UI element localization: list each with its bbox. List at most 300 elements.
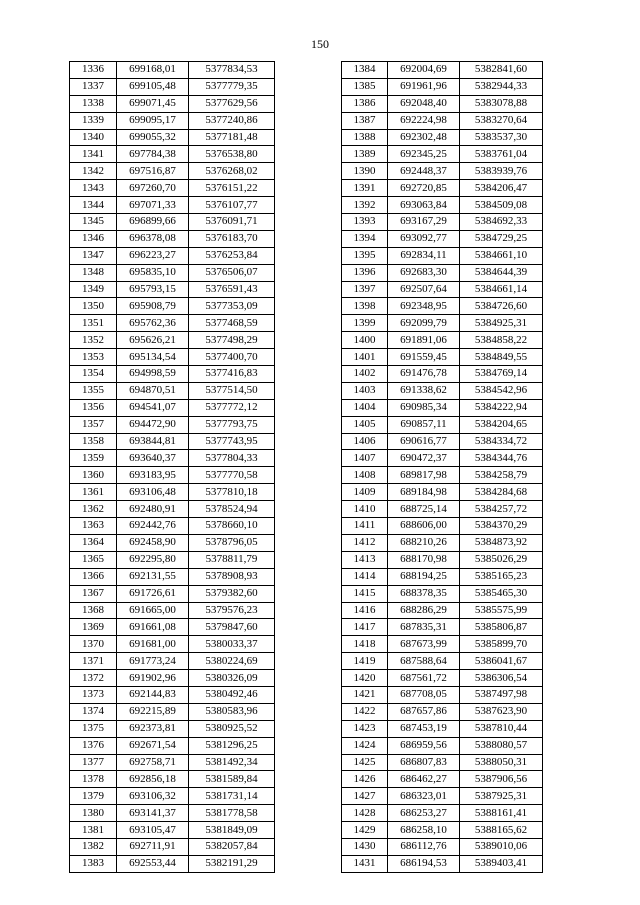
point-number-cell: 1371 — [70, 653, 117, 670]
table-row — [70, 180, 275, 197]
point-number-cell: 1367 — [70, 585, 117, 602]
table-row — [342, 366, 543, 383]
table-row — [342, 703, 543, 720]
x-coordinate-cell: 699105,48 — [117, 78, 189, 95]
table-row — [342, 737, 543, 754]
y-coordinate-cell: 5377353,09 — [189, 298, 275, 315]
y-coordinate-cell: 5376151,22 — [189, 180, 275, 197]
point-number-cell: 1399 — [342, 315, 388, 332]
point-number-cell: 1360 — [70, 467, 117, 484]
table-row — [342, 382, 543, 399]
y-coordinate-cell: 5380033,37 — [189, 636, 275, 653]
table-row — [70, 534, 275, 551]
y-coordinate-cell: 5384644,39 — [460, 264, 543, 281]
point-number-cell: 1427 — [342, 788, 388, 805]
coordinates-table-right — [341, 61, 543, 873]
x-coordinate-cell: 693106,48 — [117, 484, 189, 501]
y-coordinate-cell: 5377498,29 — [189, 332, 275, 349]
y-coordinate-cell: 5380925,52 — [189, 720, 275, 737]
table-row — [342, 247, 543, 264]
point-number-cell: 1412 — [342, 534, 388, 551]
point-number-cell: 1364 — [70, 534, 117, 551]
x-coordinate-cell: 695626,21 — [117, 332, 189, 349]
point-number-cell: 1408 — [342, 467, 388, 484]
point-number-cell: 1406 — [342, 433, 388, 450]
y-coordinate-cell: 5377804,33 — [189, 450, 275, 467]
y-coordinate-cell: 5385465,30 — [460, 585, 543, 602]
table-row — [70, 568, 275, 585]
table-row — [70, 636, 275, 653]
point-number-cell: 1374 — [70, 703, 117, 720]
y-coordinate-cell: 5387810,44 — [460, 720, 543, 737]
table-row — [342, 62, 543, 79]
table-row — [70, 382, 275, 399]
x-coordinate-cell: 691476,78 — [388, 366, 460, 383]
table-row — [70, 214, 275, 231]
y-coordinate-cell: 5380224,69 — [189, 653, 275, 670]
y-coordinate-cell: 5384769,14 — [460, 366, 543, 383]
x-coordinate-cell: 693844,81 — [117, 433, 189, 450]
table-row — [342, 146, 543, 163]
y-coordinate-cell: 5377779,35 — [189, 78, 275, 95]
point-number-cell: 1376 — [70, 737, 117, 754]
x-coordinate-cell: 696223,27 — [117, 247, 189, 264]
table-row — [342, 568, 543, 585]
x-coordinate-cell: 688170,98 — [388, 551, 460, 568]
x-coordinate-cell: 692711,91 — [117, 838, 189, 855]
y-coordinate-cell: 5387906,56 — [460, 771, 543, 788]
x-coordinate-cell: 692004,69 — [388, 62, 460, 79]
y-coordinate-cell: 5381778,58 — [189, 805, 275, 822]
x-coordinate-cell: 692458,90 — [117, 534, 189, 551]
y-coordinate-cell: 5383761,04 — [460, 146, 543, 163]
point-number-cell: 1430 — [342, 838, 388, 855]
y-coordinate-cell: 5382057,84 — [189, 838, 275, 855]
point-number-cell: 1341 — [70, 146, 117, 163]
y-coordinate-cell: 5383537,30 — [460, 129, 543, 146]
x-coordinate-cell: 691338,62 — [388, 382, 460, 399]
y-coordinate-cell: 5376183,70 — [189, 230, 275, 247]
point-number-cell: 1349 — [70, 281, 117, 298]
y-coordinate-cell: 5384509,08 — [460, 197, 543, 214]
x-coordinate-cell: 691559,45 — [388, 349, 460, 366]
x-coordinate-cell: 690472,37 — [388, 450, 460, 467]
y-coordinate-cell: 5378524,94 — [189, 501, 275, 518]
coordinates-table-left — [69, 61, 275, 873]
table-row — [342, 754, 543, 771]
point-number-cell: 1361 — [70, 484, 117, 501]
point-number-cell: 1345 — [70, 214, 117, 231]
x-coordinate-cell: 686258,10 — [388, 822, 460, 839]
point-number-cell: 1410 — [342, 501, 388, 518]
point-number-cell: 1424 — [342, 737, 388, 754]
y-coordinate-cell: 5384344,76 — [460, 450, 543, 467]
table-row — [342, 230, 543, 247]
point-number-cell: 1368 — [70, 602, 117, 619]
x-coordinate-cell: 691681,00 — [117, 636, 189, 653]
x-coordinate-cell: 691726,61 — [117, 585, 189, 602]
y-coordinate-cell: 5376107,77 — [189, 197, 275, 214]
x-coordinate-cell: 695908,79 — [117, 298, 189, 315]
table-row — [70, 281, 275, 298]
point-number-cell: 1394 — [342, 230, 388, 247]
point-number-cell: 1417 — [342, 619, 388, 636]
y-coordinate-cell: 5384204,65 — [460, 416, 543, 433]
table-row — [342, 788, 543, 805]
point-number-cell: 1402 — [342, 366, 388, 383]
x-coordinate-cell: 694870,51 — [117, 382, 189, 399]
point-number-cell: 1413 — [342, 551, 388, 568]
y-coordinate-cell: 5382841,60 — [460, 62, 543, 79]
point-number-cell: 1383 — [70, 855, 117, 872]
table-row — [70, 146, 275, 163]
point-number-cell: 1381 — [70, 822, 117, 839]
x-coordinate-cell: 692131,55 — [117, 568, 189, 585]
y-coordinate-cell: 5381849,09 — [189, 822, 275, 839]
y-coordinate-cell: 5382944,33 — [460, 78, 543, 95]
table-row — [70, 450, 275, 467]
y-coordinate-cell: 5385026,29 — [460, 551, 543, 568]
table-row — [70, 703, 275, 720]
point-number-cell: 1392 — [342, 197, 388, 214]
x-coordinate-cell: 696899,66 — [117, 214, 189, 231]
x-coordinate-cell: 687673,99 — [388, 636, 460, 653]
y-coordinate-cell: 5384222,94 — [460, 399, 543, 416]
point-number-cell: 1421 — [342, 686, 388, 703]
point-number-cell: 1350 — [70, 298, 117, 315]
y-coordinate-cell: 5379382,60 — [189, 585, 275, 602]
table-row — [342, 653, 543, 670]
point-number-cell: 1352 — [70, 332, 117, 349]
x-coordinate-cell: 695793,15 — [117, 281, 189, 298]
y-coordinate-cell: 5386041,67 — [460, 653, 543, 670]
table-row — [342, 585, 543, 602]
point-number-cell: 1389 — [342, 146, 388, 163]
point-number-cell: 1423 — [342, 720, 388, 737]
table-row — [342, 399, 543, 416]
table-row — [70, 332, 275, 349]
x-coordinate-cell: 694472,90 — [117, 416, 189, 433]
table-row — [342, 78, 543, 95]
y-coordinate-cell: 5384849,55 — [460, 349, 543, 366]
x-coordinate-cell: 697516,87 — [117, 163, 189, 180]
y-coordinate-cell: 5377810,18 — [189, 484, 275, 501]
table-row — [342, 163, 543, 180]
x-coordinate-cell: 692758,71 — [117, 754, 189, 771]
y-coordinate-cell: 5377240,86 — [189, 112, 275, 129]
point-number-cell: 1415 — [342, 585, 388, 602]
x-coordinate-cell: 697784,38 — [117, 146, 189, 163]
x-coordinate-cell: 690985,34 — [388, 399, 460, 416]
table-row — [70, 788, 275, 805]
table-row — [342, 450, 543, 467]
table-row — [342, 214, 543, 231]
point-number-cell: 1379 — [70, 788, 117, 805]
point-number-cell: 1342 — [70, 163, 117, 180]
y-coordinate-cell: 5384257,72 — [460, 501, 543, 518]
x-coordinate-cell: 687657,86 — [388, 703, 460, 720]
point-number-cell: 1420 — [342, 670, 388, 687]
point-number-cell: 1391 — [342, 180, 388, 197]
point-number-cell: 1429 — [342, 822, 388, 839]
table-row — [70, 518, 275, 535]
point-number-cell: 1336 — [70, 62, 117, 79]
point-number-cell: 1407 — [342, 450, 388, 467]
table-row — [342, 822, 543, 839]
table-row — [70, 855, 275, 872]
y-coordinate-cell: 5377468,59 — [189, 315, 275, 332]
y-coordinate-cell: 5379576,23 — [189, 602, 275, 619]
table-row — [342, 349, 543, 366]
point-number-cell: 1418 — [342, 636, 388, 653]
x-coordinate-cell: 688194,25 — [388, 568, 460, 585]
table-row — [342, 332, 543, 349]
point-number-cell: 1362 — [70, 501, 117, 518]
x-coordinate-cell: 686959,56 — [388, 737, 460, 754]
point-number-cell: 1380 — [70, 805, 117, 822]
table-row — [70, 399, 275, 416]
y-coordinate-cell: 5377793,75 — [189, 416, 275, 433]
x-coordinate-cell: 699168,01 — [117, 62, 189, 79]
table-row — [70, 805, 275, 822]
x-coordinate-cell: 689817,98 — [388, 467, 460, 484]
y-coordinate-cell: 5388050,31 — [460, 754, 543, 771]
x-coordinate-cell: 699095,17 — [117, 112, 189, 129]
point-number-cell: 1398 — [342, 298, 388, 315]
y-coordinate-cell: 5387623,90 — [460, 703, 543, 720]
table-row — [70, 467, 275, 484]
table-row — [342, 855, 543, 872]
y-coordinate-cell: 5384284,68 — [460, 484, 543, 501]
x-coordinate-cell: 692224,98 — [388, 112, 460, 129]
x-coordinate-cell: 692553,44 — [117, 855, 189, 872]
x-coordinate-cell: 687708,05 — [388, 686, 460, 703]
x-coordinate-cell: 691902,96 — [117, 670, 189, 687]
point-number-cell: 1343 — [70, 180, 117, 197]
table-row — [342, 264, 543, 281]
x-coordinate-cell: 692144,83 — [117, 686, 189, 703]
y-coordinate-cell: 5377514,50 — [189, 382, 275, 399]
x-coordinate-cell: 692442,76 — [117, 518, 189, 535]
point-number-cell: 1340 — [70, 129, 117, 146]
y-coordinate-cell: 5381492,34 — [189, 754, 275, 771]
y-coordinate-cell: 5378796,05 — [189, 534, 275, 551]
x-coordinate-cell: 693640,37 — [117, 450, 189, 467]
table-row — [342, 686, 543, 703]
x-coordinate-cell: 693063,84 — [388, 197, 460, 214]
table-row — [70, 78, 275, 95]
table-row — [342, 180, 543, 197]
x-coordinate-cell: 688378,35 — [388, 585, 460, 602]
y-coordinate-cell: 5376091,71 — [189, 214, 275, 231]
table-row — [70, 619, 275, 636]
point-number-cell: 1338 — [70, 95, 117, 112]
x-coordinate-cell: 692295,80 — [117, 551, 189, 568]
y-coordinate-cell: 5388080,57 — [460, 737, 543, 754]
point-number-cell: 1396 — [342, 264, 388, 281]
table-row — [70, 551, 275, 568]
table-row — [70, 95, 275, 112]
x-coordinate-cell: 692448,37 — [388, 163, 460, 180]
table-row — [342, 501, 543, 518]
y-coordinate-cell: 5378811,79 — [189, 551, 275, 568]
x-coordinate-cell: 695835,10 — [117, 264, 189, 281]
y-coordinate-cell: 5380583,96 — [189, 703, 275, 720]
point-number-cell: 1372 — [70, 670, 117, 687]
point-number-cell: 1346 — [70, 230, 117, 247]
x-coordinate-cell: 694541,07 — [117, 399, 189, 416]
y-coordinate-cell: 5384542,96 — [460, 382, 543, 399]
y-coordinate-cell: 5383270,64 — [460, 112, 543, 129]
table-row — [70, 670, 275, 687]
y-coordinate-cell: 5377772,12 — [189, 399, 275, 416]
table-row — [342, 467, 543, 484]
x-coordinate-cell: 693167,29 — [388, 214, 460, 231]
point-number-cell: 1385 — [342, 78, 388, 95]
x-coordinate-cell: 692683,30 — [388, 264, 460, 281]
table-row — [342, 720, 543, 737]
point-number-cell: 1405 — [342, 416, 388, 433]
point-number-cell: 1365 — [70, 551, 117, 568]
x-coordinate-cell: 693106,32 — [117, 788, 189, 805]
point-number-cell: 1393 — [342, 214, 388, 231]
table-row — [70, 62, 275, 79]
point-number-cell: 1386 — [342, 95, 388, 112]
point-number-cell: 1348 — [70, 264, 117, 281]
table-row — [70, 484, 275, 501]
y-coordinate-cell: 5387497,98 — [460, 686, 543, 703]
y-coordinate-cell: 5384334,72 — [460, 433, 543, 450]
point-number-cell: 1339 — [70, 112, 117, 129]
x-coordinate-cell: 686323,01 — [388, 788, 460, 805]
table-row — [70, 585, 275, 602]
table-row — [342, 197, 543, 214]
x-coordinate-cell: 686194,53 — [388, 855, 460, 872]
x-coordinate-cell: 692856,18 — [117, 771, 189, 788]
y-coordinate-cell: 5377770,58 — [189, 467, 275, 484]
table-row — [342, 838, 543, 855]
table-row — [70, 501, 275, 518]
point-number-cell: 1425 — [342, 754, 388, 771]
table-row — [70, 230, 275, 247]
point-number-cell: 1347 — [70, 247, 117, 264]
table-row — [70, 163, 275, 180]
point-number-cell: 1422 — [342, 703, 388, 720]
table-row — [342, 602, 543, 619]
x-coordinate-cell: 686112,76 — [388, 838, 460, 855]
x-coordinate-cell: 691665,00 — [117, 602, 189, 619]
table-row — [70, 247, 275, 264]
point-number-cell: 1431 — [342, 855, 388, 872]
y-coordinate-cell: 5383078,88 — [460, 95, 543, 112]
x-coordinate-cell: 692345,25 — [388, 146, 460, 163]
x-coordinate-cell: 691961,96 — [388, 78, 460, 95]
y-coordinate-cell: 5384925,31 — [460, 315, 543, 332]
x-coordinate-cell: 691891,06 — [388, 332, 460, 349]
table-row — [342, 636, 543, 653]
x-coordinate-cell: 693105,47 — [117, 822, 189, 839]
table-row — [342, 433, 543, 450]
table-row — [70, 822, 275, 839]
table-row — [70, 737, 275, 754]
y-coordinate-cell: 5378660,10 — [189, 518, 275, 535]
x-coordinate-cell: 696378,08 — [117, 230, 189, 247]
x-coordinate-cell: 687453,19 — [388, 720, 460, 737]
x-coordinate-cell: 688606,00 — [388, 518, 460, 535]
x-coordinate-cell: 688286,29 — [388, 602, 460, 619]
table-row — [70, 686, 275, 703]
table-row — [70, 129, 275, 146]
x-coordinate-cell: 695762,36 — [117, 315, 189, 332]
x-coordinate-cell: 691773,24 — [117, 653, 189, 670]
point-number-cell: 1366 — [70, 568, 117, 585]
x-coordinate-cell: 695134,54 — [117, 349, 189, 366]
point-number-cell: 1373 — [70, 686, 117, 703]
point-number-cell: 1404 — [342, 399, 388, 416]
x-coordinate-cell: 690857,11 — [388, 416, 460, 433]
point-number-cell: 1378 — [70, 771, 117, 788]
y-coordinate-cell: 5385575,99 — [460, 602, 543, 619]
point-number-cell: 1414 — [342, 568, 388, 585]
point-number-cell: 1384 — [342, 62, 388, 79]
y-coordinate-cell: 5378908,93 — [189, 568, 275, 585]
x-coordinate-cell: 692671,54 — [117, 737, 189, 754]
x-coordinate-cell: 687561,72 — [388, 670, 460, 687]
point-number-cell: 1401 — [342, 349, 388, 366]
point-number-cell: 1369 — [70, 619, 117, 636]
y-coordinate-cell: 5377743,95 — [189, 433, 275, 450]
x-coordinate-cell: 692302,48 — [388, 129, 460, 146]
table-row — [342, 416, 543, 433]
table-row — [70, 416, 275, 433]
y-coordinate-cell: 5384726,60 — [460, 298, 543, 315]
y-coordinate-cell: 5377400,70 — [189, 349, 275, 366]
y-coordinate-cell: 5380326,09 — [189, 670, 275, 687]
table-row — [342, 315, 543, 332]
point-number-cell: 1353 — [70, 349, 117, 366]
point-number-cell: 1419 — [342, 653, 388, 670]
y-coordinate-cell: 5379847,60 — [189, 619, 275, 636]
x-coordinate-cell: 686807,83 — [388, 754, 460, 771]
table-row — [70, 349, 275, 366]
y-coordinate-cell: 5384370,29 — [460, 518, 543, 535]
point-number-cell: 1428 — [342, 805, 388, 822]
y-coordinate-cell: 5381589,84 — [189, 771, 275, 788]
y-coordinate-cell: 5376506,07 — [189, 264, 275, 281]
x-coordinate-cell: 693092,77 — [388, 230, 460, 247]
y-coordinate-cell: 5384206,47 — [460, 180, 543, 197]
x-coordinate-cell: 690616,77 — [388, 433, 460, 450]
y-coordinate-cell: 5382191,29 — [189, 855, 275, 872]
point-number-cell: 1388 — [342, 129, 388, 146]
x-coordinate-cell: 693183,95 — [117, 467, 189, 484]
point-number-cell: 1354 — [70, 366, 117, 383]
table-row — [70, 602, 275, 619]
point-number-cell: 1377 — [70, 754, 117, 771]
y-coordinate-cell: 5388165,62 — [460, 822, 543, 839]
table-row — [342, 298, 543, 315]
point-number-cell: 1358 — [70, 433, 117, 450]
x-coordinate-cell: 687835,31 — [388, 619, 460, 636]
x-coordinate-cell: 688210,26 — [388, 534, 460, 551]
x-coordinate-cell: 692834,11 — [388, 247, 460, 264]
table-row — [342, 805, 543, 822]
point-number-cell: 1351 — [70, 315, 117, 332]
point-number-cell: 1363 — [70, 518, 117, 535]
table-row — [342, 670, 543, 687]
table-row — [342, 281, 543, 298]
table-row — [70, 653, 275, 670]
